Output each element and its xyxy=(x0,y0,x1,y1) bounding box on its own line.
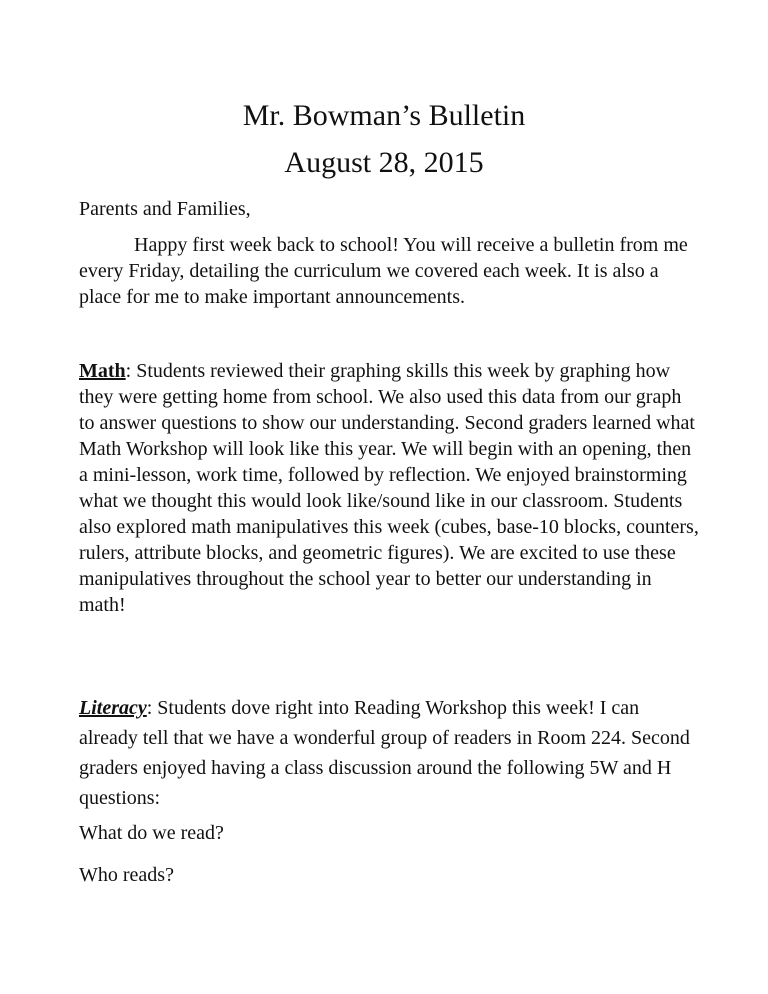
greeting: Parents and Families, xyxy=(79,198,251,220)
bulletin-title: Mr. Bowman’s Bulletin xyxy=(242,99,526,132)
literacy-section xyxy=(79,693,699,813)
math-label: Math xyxy=(79,360,126,382)
literacy-label: Literacy xyxy=(79,697,147,719)
intro-paragraph: Happy first week back to school! You will receive a bulletin from me every Friday, detailing the curriculum we covered each week. It is also a place for me to make important announcements. xyxy=(79,234,688,308)
math-section xyxy=(79,358,699,618)
question-item: What do we read? xyxy=(79,822,224,844)
bulletin-date: August 28, 2015 xyxy=(284,146,484,179)
math-text: : Students reviewed their graphing skills this week by graphing how they were getting home from school. We also used this data from our graph to answer questions to show our understanding. Second graders learned what Math Workshop will look like this year. We will begin with an opening, then a mini-lesson, work time, followed by reflection. We enjoyed brainstorming what we thought this would look like/sound like in our classroom. Students also explored math manipulatives this week (cubes, base-10 blocks, counters, rulers, attribute blocks, and geometric figures). We are excited to use these manipulatives throughout the school year to better our understanding in math! xyxy=(79,360,699,616)
literacy-text: : Students dove right into Reading Workshop this week! I can already tell that we have a wonderful group of readers in Room 224. Second graders enjoyed having a class discussion around the following 5W and H questions: xyxy=(79,697,690,809)
question-item: Who reads? xyxy=(79,864,174,886)
